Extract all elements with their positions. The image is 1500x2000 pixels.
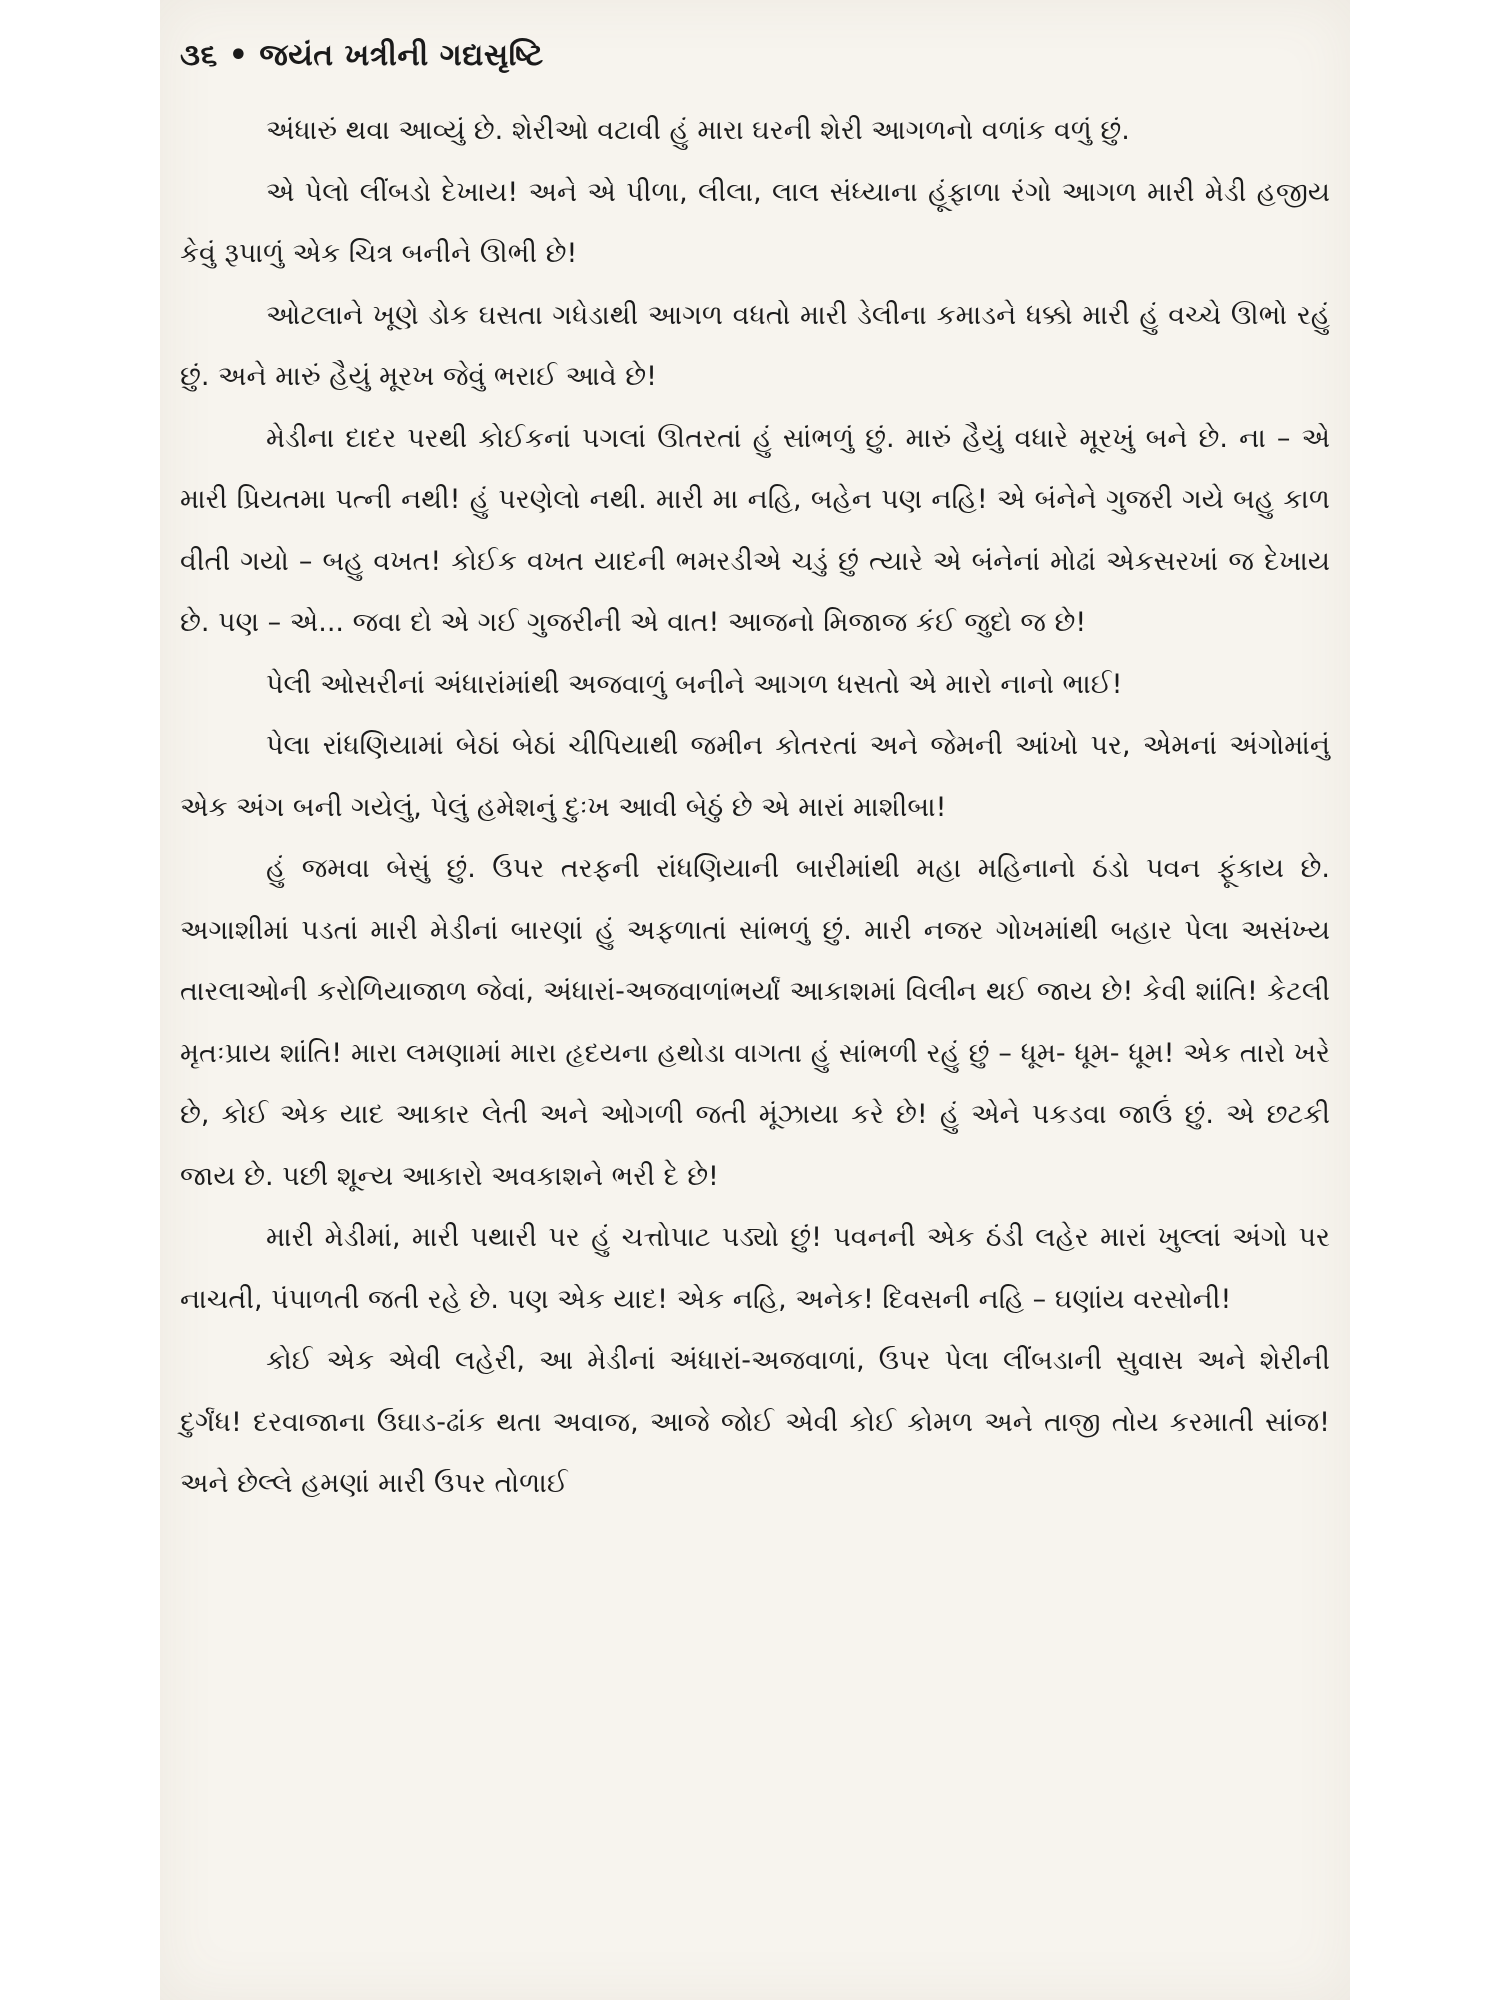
paragraph: મેડીના દાદર પરથી કોઈકનાં પગલાં ઊતરતાં હું સાંભળું છું. મારું હૈયું વધારે મૂરખું બને છે. ના – એ મારી પ્રિયતમા પત્ની નથી! હું પરણેલો નથી. મારી મા નહિ, બહેન પણ નહિ! એ બંનેને ગુજરી ગયે બહુ કાળ વીતી ગયો – બહુ વખત! કોઈક વખત યાદની ભમરડીએ ચડું છું ત્યારે એ બંનેનાં મોઢાં એકસરખાં જ દેખાય છે. પણ – એ... જવા દો એ ગઈ ગુજરીની એ વાત! આજનો મિજાજ કંઈ જુદો જ છે! [180, 422, 1330, 638]
paragraph: મારી મેડીમાં, મારી પથારી પર હું ચત્તોપાટ પડ્યો છું! પવનની એક ઠંડી લહેર મારાં ખુલ્લાં અંગો પર નાચતી, પંપાળતી જતી રહે છે. પણ એક યાદ! એક નહિ, અનેક! દિવસની નહિ – ઘણાંય વરસોની! [180, 1222, 1330, 1315]
paragraph: અંધારું થવા આવ્યું છે. શેરીઓ વટાવી હું મારા ઘરની શેરી આગળનો વળાંક વળું છું. [266, 115, 1130, 146]
paragraph: એ પેલો લીંબડો દેખાય! અને એ પીળા, લીલા, લાલ સંધ્યાના હૂંફાળા રંગો આગળ મારી મેડી હજીય કેવું રૂપાળું એક ચિત્ર બનીને ઊભી છે! [180, 176, 1330, 269]
running-header: ૩૬ • જયંત ખત્રીની ગદ્યસૃષ્ટિ [180, 38, 544, 73]
paragraph: કોઈ એક એવી લહેરી, આ મેડીનાં અંધારાં-અજવાળાં, ઉપર પેલા લીંબડાની સુવાસ અને શેરીની દુર્ગંધ! દરવાજાના ઉઘાડ-ઢાંક થતા અવાજ, આજે જોઈ એવી કોઈ કોમળ અને તાજી તોય કરમાતી સાંજ! અને છેલ્લે હમણાં મારી ઉપર તોળાઈ [180, 1345, 1330, 1499]
paragraph: હું જમવા બેસું છું. ઉપર તરફની રાંધણિયાની બારીમાંથી મહા મહિનાનો ઠંડો પવન ફૂંકાય છે. અગાશીમાં પડતાં મારી મેડીનાં બારણાં હું અફળાતાં સાંભળું છું. મારી નજર ગોખમાંથી બહાર પેલા અસંખ્ય તારલાઓની કરોળિયાજાળ જેવાં, અંધારાં-અજવાળાંભર્યાં આકાશમાં વિલીન થઈ જાય છે! કેવી શાંતિ! કેટલી મૃતઃપ્રાય શાંતિ! મારા લમણામાં મારા હૃદયના હથોડા વાગતા હું સાંભળી રહું છું – ધૂમ- ધૂમ- ધૂમ! એક તારો ખરે છે, કોઈ એક યાદ આકાર લેતી અને ઓગળી જતી મૂંઝાયા કરે છે! હું એને પકડવા જાઉં છું. એ છટકી જાય છે. પછી શૂન્ય આકારો અવકાશને ભરી દે છે! [180, 853, 1330, 1192]
paragraph: પેલા રાંધણિયામાં બેઠાં બેઠાં ચીપિયાથી જમીન કોતરતાં અને જેમની આંખો પર, એમનાં અંગોમાંનું એક અંગ બની ગયેલું, પેલું હમેશનું દુઃખ આવી બેઠું છે એ મારાં માશીબા! [180, 730, 1330, 823]
book-page [160, 0, 1350, 2000]
paragraph: પેલી ઓસરીનાં અંધારાંમાંથી અજવાળું બનીને આગળ ધસતો એ મારો નાનો ભાઈ! [266, 668, 1123, 700]
body-text [180, 100, 1330, 1515]
paragraph: ઓટલાને ખૂણે ડોક ઘસતા ગધેડાથી આગળ વધતો મારી ડેલીના કમાડને ધક્કો મારી હું વચ્ચે ઊભો રહું છું. અને મારું હૈયું મૂરખ જેવું ભરાઈ આવે છે! [180, 299, 1330, 392]
